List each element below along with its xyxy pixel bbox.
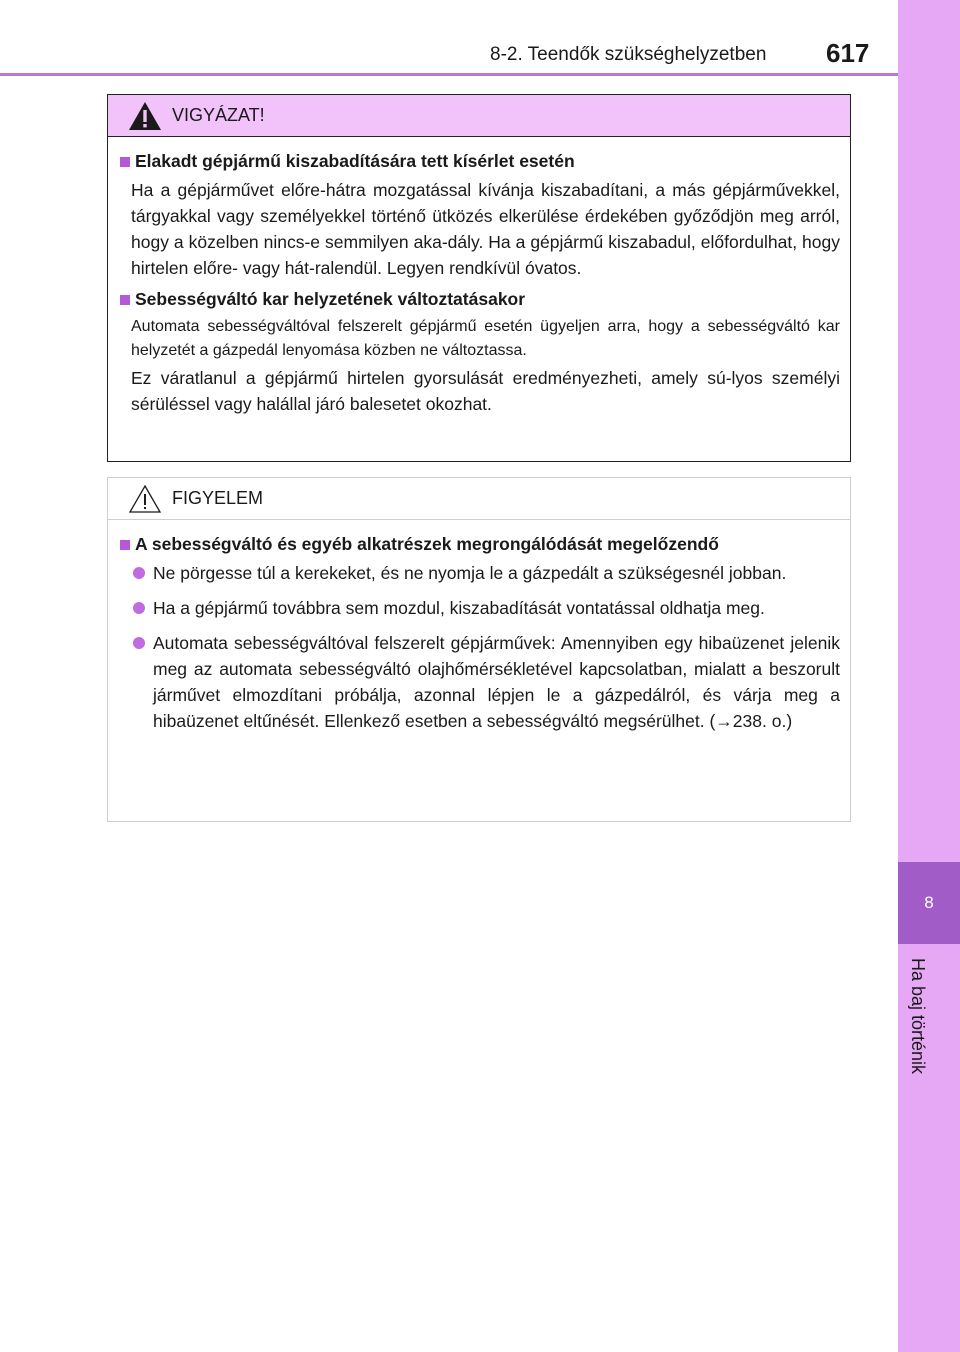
notice-title: FIGYELEM [172,488,264,508]
warning-item-heading [120,289,840,310]
notice-box [107,477,851,822]
notice-bullet-text: Automata sebességváltóval felszerelt gépjárművek: Amennyiben egy hibaüzenet jelenik meg az automata sebességváltó olajhőmérsékletével kapcsolatban, mialatt a beszorult járművet elmozdítani próbálja, azonnal lépjen le a gázpedálról, és várja meg a hibaüzenet eltűnését. Ellenkező esetben a sebességváltó megsérülhet. (→238. o.) [153,633,840,731]
bullet-dot-icon [133,567,145,579]
bullet-square-icon [120,540,130,550]
bullet-square-icon [120,295,130,305]
chapter-number: 8 [924,893,934,912]
bullet-square-icon [120,157,130,167]
notice-box-header [108,478,850,520]
warning-item-heading-text: Elakadt gépjármű kiszabadítására tett kísérlet esetén [135,151,575,171]
warning-item-heading [120,151,840,172]
caution-triangle-outline-icon [128,484,162,514]
warning-box [107,94,851,462]
bullet-dot-icon [133,637,145,649]
warning-box-body [108,137,850,417]
warning-paragraph: Automata sebességváltóval felszerelt gépjármű esetén ügyeljen arra, hogy a sebességváltó kar helyzetét a gázpedál lenyomása közben ne változtassa. [131,318,840,359]
warning-paragraph: Ha a gépjárművet előre-hátra mozgatással kívánja kiszabadítani, a más gépjárművekkel, tárgyakkal vagy személyekkel történő ütközés elkerülése érdekében győződjön meg arról, hogy a közelben nincs-e semmilyen aka-dály. Ha a gépjármű kiszabadul, előfordulhat, hogy hirtelen előre- vagy hát-ralendül. Legyen rendkívül óvatos. [131,180,840,278]
notice-bullet-text: Ne pörgesse túl a kerekeket, és ne nyomja le a gázpedált a szükségesnél jobban. [153,563,787,583]
warning-item-heading-text: Sebességváltó kar helyzetének változtatásakor [135,289,526,309]
section-title: 8-2. Teendők szükséghelyzetben [490,44,767,65]
chapter-tab[interactable] [898,862,960,944]
page-number: 617 [826,38,870,68]
notice-bullet [120,560,840,586]
warning-triangle-icon [128,101,162,131]
chapter-side-strip [898,0,960,1352]
notice-bullet [120,595,840,621]
notice-item-heading [120,534,840,555]
bullet-dot-icon [133,602,145,614]
warning-title: VIGYÁZAT! [172,105,265,125]
notice-item-heading-text: A sebességváltó és egyéb alkatrészek megrongálódását megelőzendő [135,534,719,554]
notice-bullet [120,630,840,734]
header-divider [0,73,900,76]
chapter-label: Ha baj történik [908,958,928,1075]
notice-box-body [108,520,850,734]
notice-bullet-text: Ha a gépjármű továbbra sem mozdul, kiszabadítását vontatással oldhatja meg. [153,598,765,618]
warning-paragraph: Ez váratlanul a gépjármű hirtelen gyorsulását eredményezheti, amely sú-lyos személyi sérüléssel vagy halállal járó balesetet okozhat. [131,368,840,414]
warning-box-header [108,95,850,137]
